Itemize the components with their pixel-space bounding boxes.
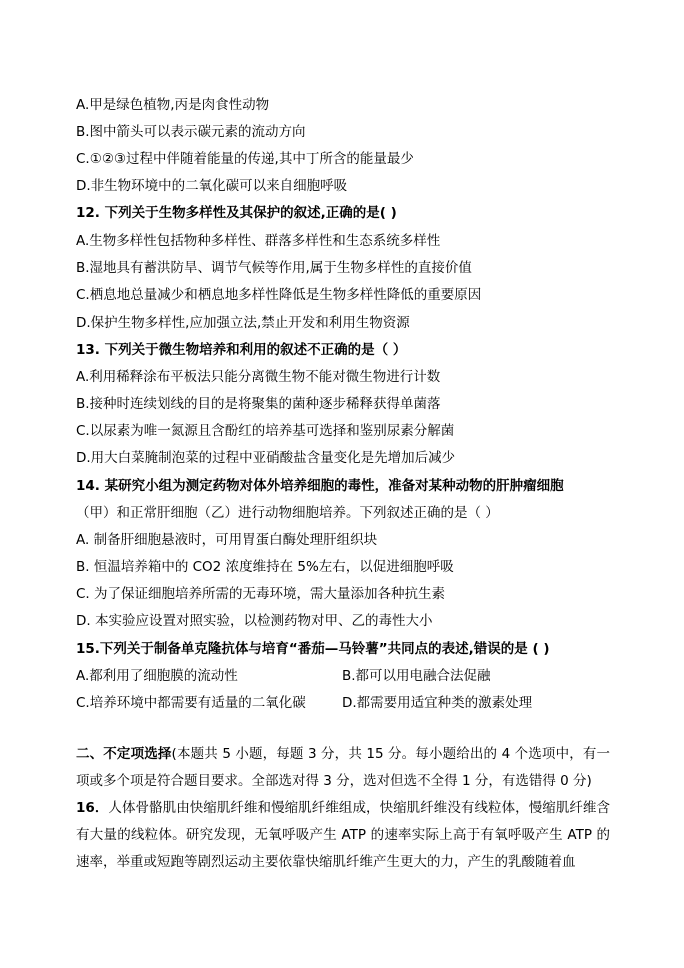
q15-options-row2 [76, 693, 616, 713]
q13-option-a: A.利用稀释涂布平板法只能分离微生物不能对微生物进行计数 [76, 369, 441, 385]
q16-text: 人体骨骼肌由快缩肌纤维和慢缩肌纤维组成，快缩肌纤维没有线粒体，慢缩肌纤维含有大量的线粒体。研究发现，无氧呼吸产生 ATP 的速率实际上高于有氧呼吸产生 ATP 的速率，举重或短跑等剧烈运动主要依靠快缩肌纤维产生更大的力，产生的乳酸随着血 [76, 800, 610, 870]
q13-option-d: D.用大白菜腌制泡菜的过程中亚硝酸盐含量变化是先增加后减少 [76, 450, 456, 466]
q14-option-a: A. 制备肝细胞悬液时，可用胃蛋白酶处理肝组织块 [76, 532, 378, 548]
q15-option-a: A.都利用了细胞膜的流动性 [76, 668, 238, 684]
q12-option-a: A.生物多样性包括物种多样性、群落多样性和生态系统多样性 [76, 233, 441, 249]
q12-option-c: C.栖息地总量减少和栖息地多样性降低是生物多样性降低的重要原因 [76, 287, 482, 303]
q11-option-b: B.图中箭头可以表示碳元素的流动方向 [76, 124, 306, 140]
q15-option-d: D.都需要用适宜种类的激素处理 [342, 695, 533, 711]
q13-stem: 13. 下列关于微生物培养和利用的叙述不正确的是（ ） [76, 342, 407, 358]
q14-option-c: C. 为了保证细胞培养所需的无毒环境，需大量添加各种抗生素 [76, 586, 446, 602]
q14-stem-line2: （甲）和正常肝细胞（乙）进行动物细胞培养。下列叙述正确的是（ ） [76, 505, 499, 521]
q15-options-row1 [76, 666, 616, 686]
q13-option-b: B.接种时连续划线的目的是将聚集的菌种逐步稀释获得单菌落 [76, 396, 441, 412]
q15-option-b: B.都可以用电融合法促融 [342, 668, 491, 684]
q15-option-c: C.培养环境中都需要有适量的二氧化碳 [76, 695, 306, 711]
section2-heading: 二、不定项选择 [76, 746, 172, 762]
q13-option-c: C.以尿素为唯一氮源且含酚红的培养基可选择和鉴别尿素分解菌 [76, 423, 455, 439]
q16-number: 16． [76, 800, 109, 816]
q12-option-d: D.保护生物多样性,应加强立法,禁止开发和利用生物资源 [76, 315, 410, 331]
q14-option-b: B. 恒温培养箱中的 CO2 浓度维持在 5%左右，以促进细胞呼吸 [76, 559, 454, 575]
q14-stem-line1: 14. 某研究小组为测定药物对体外培养细胞的毒性，准备对某种动物的肝肿瘤细胞 [76, 478, 564, 494]
q14-option-d: D. 本实验应设置对照实验，以检测药物对甲、乙的毒性大小 [76, 613, 433, 629]
section2-description: (本题共 5 小题，每题 3 分，共 15 分。每小题给出的 4 个选项中，有一项或多个项是符合题目要求。全部选对得 3 分，选对但选不全得 1 分，有选错得 0 分) [76, 746, 611, 789]
q11-option-d: D.非生物环境中的二氧化碳可以来自细胞呼吸 [76, 178, 348, 194]
section2-instructions [76, 741, 610, 795]
q16-paragraph [76, 795, 610, 876]
q11-option-c: C.①②③过程中伴随着能量的传递,其中丁所含的能量最少 [76, 151, 414, 167]
q12-option-b: B.湿地具有蓄洪防旱、调节气候等作用,属于生物多样性的直接价值 [76, 260, 472, 276]
q12-stem: 12. 下列关于生物多样性及其保护的叙述,正确的是( ) [76, 205, 397, 221]
q11-option-a: A.甲是绿色植物,丙是肉食性动物 [76, 97, 270, 113]
q15-stem: 15.下列关于制备单克隆抗体与培育“番茄—马铃薯”共同点的表述,错误的是 ( ) [76, 641, 550, 657]
